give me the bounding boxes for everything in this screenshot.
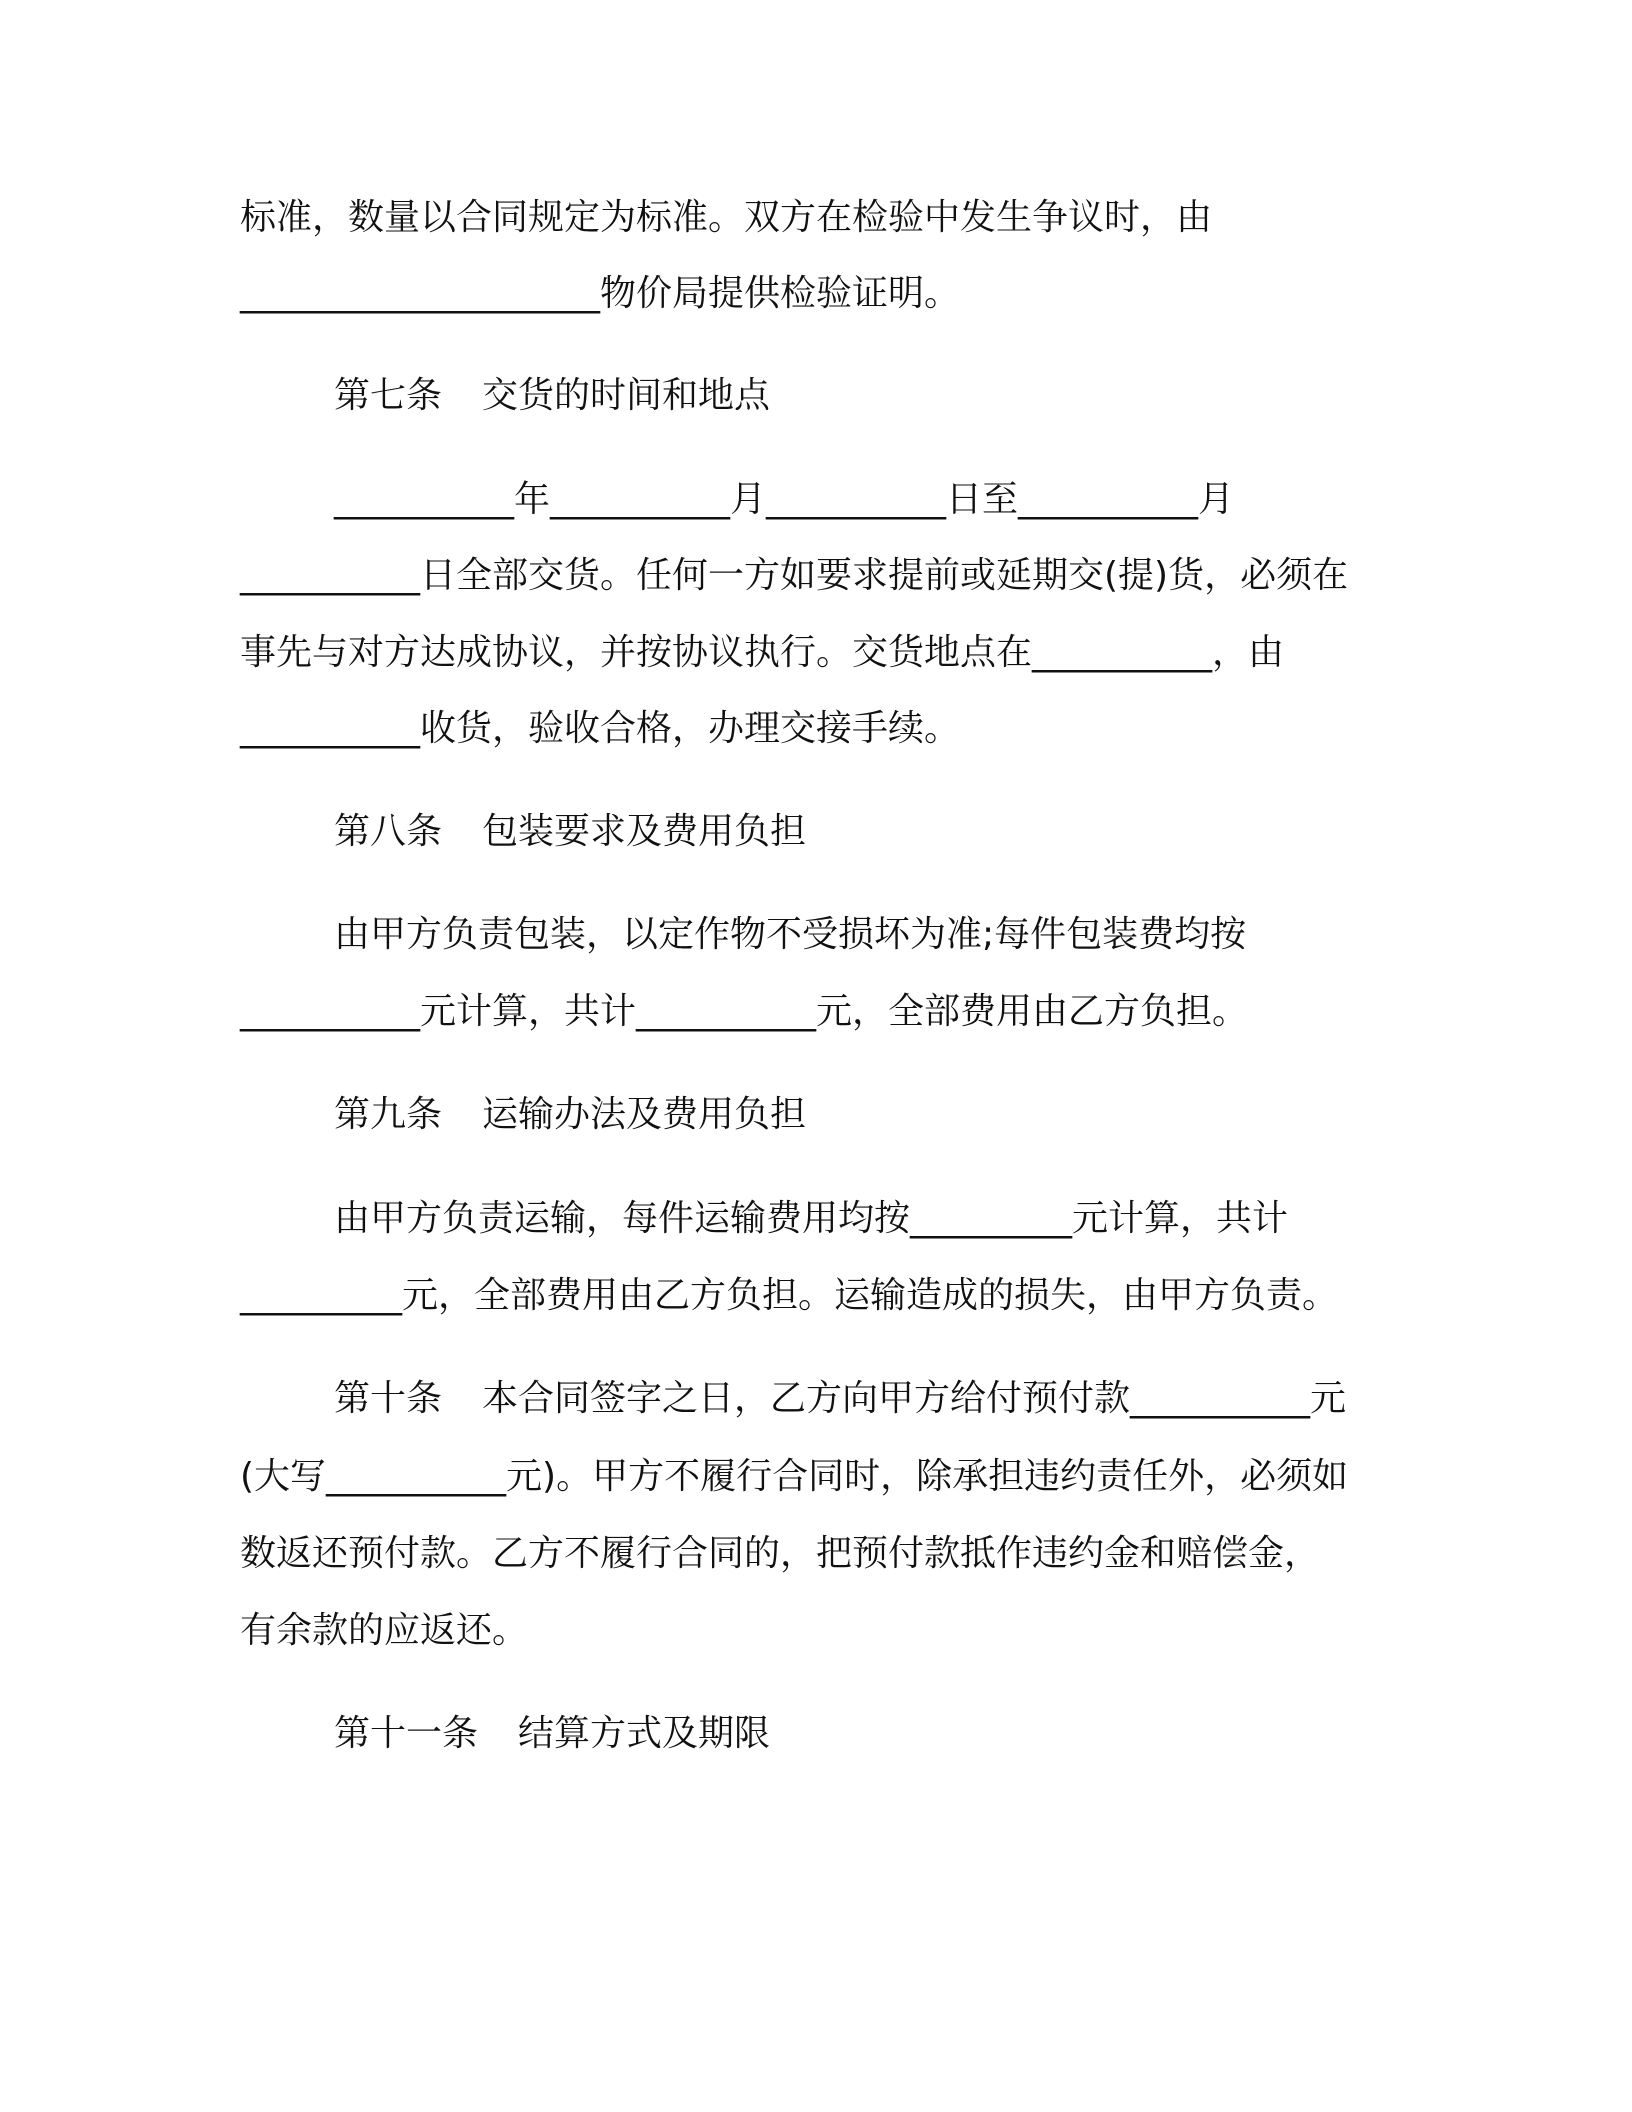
paragraph-line: ____________________物价局提供检验证明。 (240, 273, 961, 314)
paragraph-line: 数返还预付款。乙方不履行合同的，把预付款抵作违约金和赔偿金， (240, 1533, 1321, 1574)
paragraph-line: 由甲方负责运输，每件运输费用均按_________元计算，共计 (334, 1198, 1289, 1239)
article-title: 结算方式及期限 (518, 1713, 771, 1754)
article-number: 第十条 (334, 1378, 443, 1419)
article-heading-11 (334, 1712, 770, 1756)
paragraph-line: 事先与对方达成协议，并按协议执行。交货地点在__________，由 (240, 632, 1285, 673)
paragraph-line: 有余款的应返还。 (240, 1610, 529, 1651)
article-number: 第十一条 (334, 1713, 479, 1754)
article-heading-8 (334, 810, 806, 854)
article-title: 本合同签字之日，乙方向甲方给付预付款__________元 (482, 1378, 1347, 1419)
article-number: 第九条 (334, 1094, 443, 1135)
paragraph-line: 标准，数量以合同规定为标准。双方在检验中发生争议时，由 (240, 197, 1213, 238)
article-heading-10 (334, 1377, 1346, 1421)
article-number: 第七条 (334, 375, 443, 416)
article-heading-9 (334, 1093, 806, 1137)
paragraph-line: 由甲方负责包装，以定作物不受损坏为准;每件包装费均按 (334, 914, 1247, 955)
paragraph-line: _________元，全部费用由乙方负担。运输造成的损失，由甲方负责。 (240, 1275, 1339, 1316)
article-title: 包装要求及费用负担 (482, 811, 807, 852)
article-title: 交货的时间和地点 (482, 375, 771, 416)
article-title: 运输办法及费用负担 (482, 1094, 807, 1135)
article-heading-7 (334, 374, 770, 418)
paragraph-line: __________收货，验收合格，办理交接手续。 (240, 708, 961, 749)
paragraph-line: __________元计算，共计__________元，全部费用由乙方负担。 (240, 991, 1249, 1032)
paragraph-line: __________年__________月__________日至__________月 (334, 479, 1234, 520)
article-number: 第八条 (334, 811, 443, 852)
paragraph-line: __________日全部交货。任何一方如要求提前或延期交(提)货，必须在 (240, 555, 1349, 596)
paragraph-line: (大写__________元)。甲方不履行合同时，除承担违约责任外，必须如 (240, 1456, 1349, 1497)
